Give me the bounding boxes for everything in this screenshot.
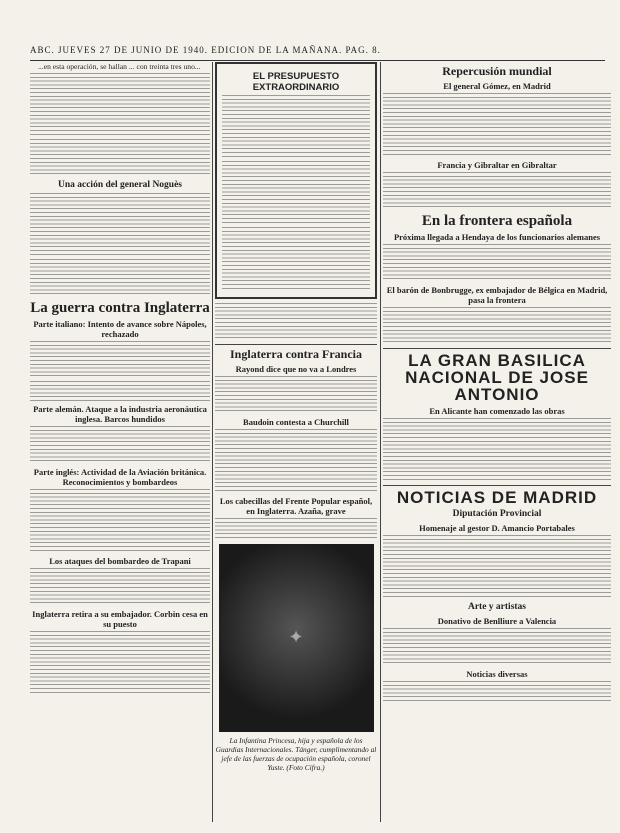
column-rule [380,62,381,822]
text-block [383,244,611,282]
text-block [30,381,210,401]
text-block [215,303,377,341]
subheading-frente-popular: Los cabecillas del Frente Popular español, en Inglaterra. Azaña, grave [219,496,373,516]
text-block [383,628,611,666]
heading-nogues: Una acción del general Noguès [57,180,183,191]
text-block [383,418,611,482]
text-block [383,681,611,701]
text-block [30,489,210,553]
subheading-homenaje: Homenaje al gestor D. Amancio Portabales [419,523,575,533]
text-block [383,172,611,210]
subheading-baudoin: Baudoin contesta a Churchill [243,417,349,427]
text-block [30,631,210,695]
subheading-parte-italiano: Parte italiano: Intento de avance sobre Nápoles, rechazado [33,319,207,340]
divider [383,485,611,486]
text-block [222,161,370,225]
news-photo [219,544,374,732]
photo-caption: La Infantina Princesa, hija y española de los Guardias Internacionales. Tánger, cumplimentando al jefe de las fuerzas de ocupación española, coronel Yuste. (Foto Cifra.) [215,736,377,772]
heading-basilica: LA GRAN BASILICA NACIONAL DE JOSE ANTONIO [405,351,589,404]
text-block [30,259,210,297]
column-1 [30,62,210,822]
text-block [30,426,210,464]
subheading-arte: Arte y artistas [467,602,527,612]
heading-guerra: La guerra contra Inglaterra [30,300,210,317]
text-block [222,227,370,291]
header-page-line: ABC. JUEVES 27 DE JUNIO DE 1940. EDICION DE LA MAÑANA. PAG. 8. [30,45,381,55]
subheading-trapani: Los ataques del bombardeo de Trapani [49,556,191,567]
text-block [30,341,210,379]
text-block [383,307,611,345]
subheading-noticias: Noticias diversas [466,669,528,679]
column-rule [212,62,213,822]
text-block [383,93,611,157]
text-block [215,376,377,414]
text-block [30,193,210,257]
subheading-gibraltar: Francia y Gibraltar en Gibraltar [437,160,557,170]
subheading-parte-ingles: Parte inglés: Actividad de la Aviación británica. Reconocimientos y bombardeos [33,467,207,488]
text-block [222,95,370,159]
intro-text: ...en esta operación, se hallan ... con treinta tres uno... [38,62,201,71]
subheading-benlliure: Donativo de Benlliure a Valencia [437,616,557,626]
divider [383,348,611,349]
subheading-diputacion: Diputación Provincial [452,509,542,519]
divider [215,344,377,345]
subheading-gomez: El general Gómez, en Madrid [443,81,551,91]
column-3 [383,62,611,822]
text-block [383,535,611,599]
box-title: EL PRESUPUESTO EXTRAORDINARIO [252,71,340,93]
page-header [30,40,605,61]
subheading-hendaya: Próxima llegada a Hendaya de los funcionarios alemanes [393,232,601,242]
heading-frontera: En la frontera española [421,213,573,229]
text-block [215,429,377,493]
boxed-article [215,62,377,299]
heading-repercusion: Repercusión mundial [442,64,552,78]
subheading-rayond: Rayond dice que no va a Londres [235,364,357,374]
subheading-embajador: Inglaterra retira a su embajador. Corbin cesa en su puesto [32,609,208,630]
heading-inglaterra-francia: Inglaterra contra Francia [230,347,362,361]
subheading-parte-aleman: Parte alemán. Ataque a la industria aeronáutica inglesa. Barcos hundidos [33,404,207,425]
column-2 [215,62,377,822]
text-block [30,139,210,177]
heading-noticias-madrid: NOTICIAS DE MADRID [396,488,598,507]
photo-figures-icon: ✦ [288,627,304,648]
text-block [215,518,377,538]
text-block [30,568,210,606]
subheading-bonbrugge: El barón de Bonbrugge, ex embajador de Bélgica en Madrid, pasa la frontera [386,285,608,305]
text-block [30,73,210,137]
subheading-alicante: En Alicante han comenzado las obras [429,406,565,416]
